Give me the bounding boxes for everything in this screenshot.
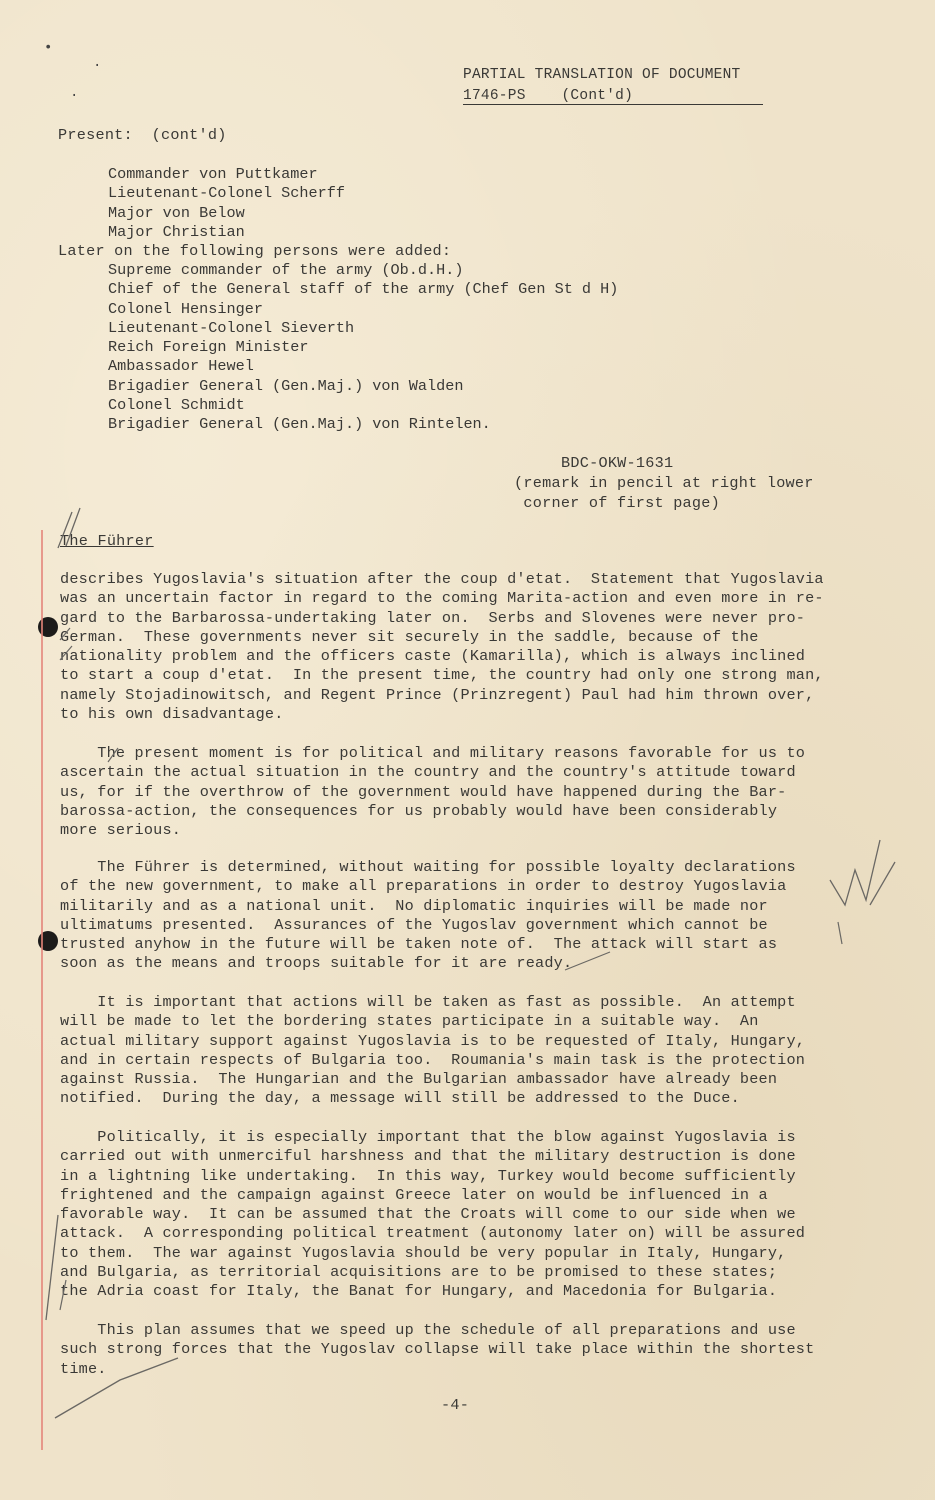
present-list-item: Major Christian (108, 222, 245, 241)
present-label: Present: (cont'd) (58, 126, 227, 144)
page-number: -4- (441, 1396, 470, 1414)
later-list-item: Reich Foreign Minister (108, 338, 309, 357)
text-line: such strong forces that the Yugoslav collapse will take place within the shortest (60, 1340, 815, 1359)
later-list (108, 261, 618, 435)
text-line: more serious. (60, 821, 182, 840)
later-list-item: Brigadier General (Gen.Maj.) von Walden (108, 376, 464, 395)
text-line: carried out with unmerciful harshness and that the military destruction is done (60, 1147, 796, 1166)
text-line: gard to the Barbarossa-undertaking later on. Serbs and Slovenes were never pro- (60, 608, 806, 627)
text-line: soon as the means and troops suitable for it are ready. (60, 954, 573, 973)
present-list-item: Major von Below (108, 203, 245, 222)
later-list-item: Supreme commander of the army (Ob.d.H.) (108, 261, 464, 279)
later-list-item: Chief of the General staff of the army (Chef Gen St d H) (108, 280, 619, 299)
paragraph-3 (60, 858, 860, 974)
document-title: PARTIAL TRANSLATION OF DOCUMENT (463, 67, 741, 83)
text-line: to his own disadvantage. (60, 705, 284, 724)
pencil-bracket-mark (46, 1215, 58, 1320)
text-line: This plan assumes that we speed up the schedule of all preparations and use (60, 1321, 796, 1339)
paragraph-6 (60, 1321, 860, 1379)
remark-line: corner of first page) (514, 494, 721, 512)
text-line: The Führer is determined, without waiting for possible loyalty declarations (60, 858, 796, 876)
text-line: to them. The war against Yugoslavia should be very popular in Italy, Hungary, (60, 1243, 787, 1262)
text-line: The present moment is for political and military reasons favorable for us to (60, 744, 806, 762)
text-line: in a lightning like undertaking. In this way, Turkey would become sufficiently (60, 1166, 796, 1185)
punch-hole (38, 931, 58, 951)
text-line: will be made to let the bordering states participate in a suitable way. An (60, 1012, 759, 1031)
paragraph-1 (60, 570, 860, 724)
punch-hole (38, 617, 58, 637)
text-line: ascertain the actual situation in the country and the country's attitude toward (60, 763, 796, 782)
text-line: German. These governments never sit securely in the saddle, because of the (60, 627, 759, 646)
text-line: It is important that actions will be taken as fast as possible. An attempt (60, 993, 796, 1011)
text-line: time. (60, 1359, 107, 1378)
later-label: Later on the following persons were added: (58, 242, 452, 260)
text-line: trusted anyhow in the future will be taken note of. The attack will start as (60, 935, 778, 954)
present-list (108, 165, 345, 242)
text-line: to start a coup d'etat. In the present time, the country had only one strong man, (60, 666, 824, 685)
document-reference: 1746-PS (Cont'd) (463, 88, 634, 104)
later-list-item: Ambassador Hewel (108, 357, 254, 376)
text-line: describes Yugoslavia's situation after the coup d'etat. Statement that Yugoslavia (60, 570, 824, 588)
paper-speck: • (44, 40, 53, 56)
section-heading: The Führer (60, 532, 154, 550)
text-line: namely Stojadinowitsch, and Regent Prince (Prinzregent) Paul had him thrown over, (60, 685, 815, 704)
text-line: ultimatums presented. Assurances of the Yugoslav government which cannot be (60, 915, 768, 934)
text-line: attack. A corresponding political treatment (autonomy later on) will be assured (60, 1224, 806, 1243)
later-list-item: Brigadier General (Gen.Maj.) von Rintelen. (108, 415, 491, 434)
later-list-item: Colonel Hensinger (108, 299, 263, 318)
paper-speck: · (70, 88, 79, 104)
text-line: against Russia. The Hungarian and the Bulgarian ambassador have already been (60, 1070, 778, 1089)
text-line: Politically, it is especially important that the blow against Yugoslavia is (60, 1128, 796, 1146)
present-list-item: Commander von Puttkamer (108, 165, 318, 183)
paper-speck: · (93, 58, 102, 74)
text-line: favorable way. It can be assumed that the Croats will come to our side when we (60, 1205, 796, 1224)
text-line: us, for if the overthrow of the government would have happened during the Bar- (60, 782, 787, 801)
paragraph-2 (60, 744, 860, 840)
bdc-reference: BDC-OKW-1631 (561, 454, 674, 472)
later-list-item: Lieutenant-Colonel Sieverth (108, 318, 355, 337)
text-line: was an uncertain factor in regard to the coming Marita-action and even more in re- (60, 589, 824, 608)
header-underline (463, 104, 763, 105)
paragraph-4 (60, 993, 860, 1109)
pencil-slash-mark (870, 862, 895, 905)
present-list-item: Lieutenant-Colonel Scherff (108, 184, 345, 203)
text-line: nationality problem and the officers caste (Kamarilla), which is always inclined (60, 647, 806, 666)
remark-line: (remark in pencil at right lower (514, 474, 814, 492)
text-line: barossa-action, the consequences for us probably would have been considerably (60, 801, 778, 820)
text-line: notified. During the day, a message will still be addressed to the Duce. (60, 1089, 740, 1108)
text-line: the Adria coast for Italy, the Banat for Hungary, and Macedonia for Bulgaria. (60, 1282, 778, 1301)
text-line: actual military support against Yugoslavia is to be requested of Italy, Hungary, (60, 1031, 806, 1050)
later-list-item: Colonel Schmidt (108, 396, 245, 415)
text-line: militarily and as a national unit. No diplomatic inquiries will be made nor (60, 896, 768, 915)
text-line: of the new government, to make all preparations in order to destroy Yugoslavia (60, 877, 787, 896)
text-line: and Bulgaria, as territorial acquisitions are to be promised to these states; (60, 1263, 778, 1282)
text-line: and in certain respects of Bulgaria too. Roumania's main task is the protection (60, 1050, 806, 1069)
text-line: frightened and the campaign against Greece later on would be influenced in a (60, 1185, 768, 1204)
paragraph-5 (60, 1128, 860, 1302)
